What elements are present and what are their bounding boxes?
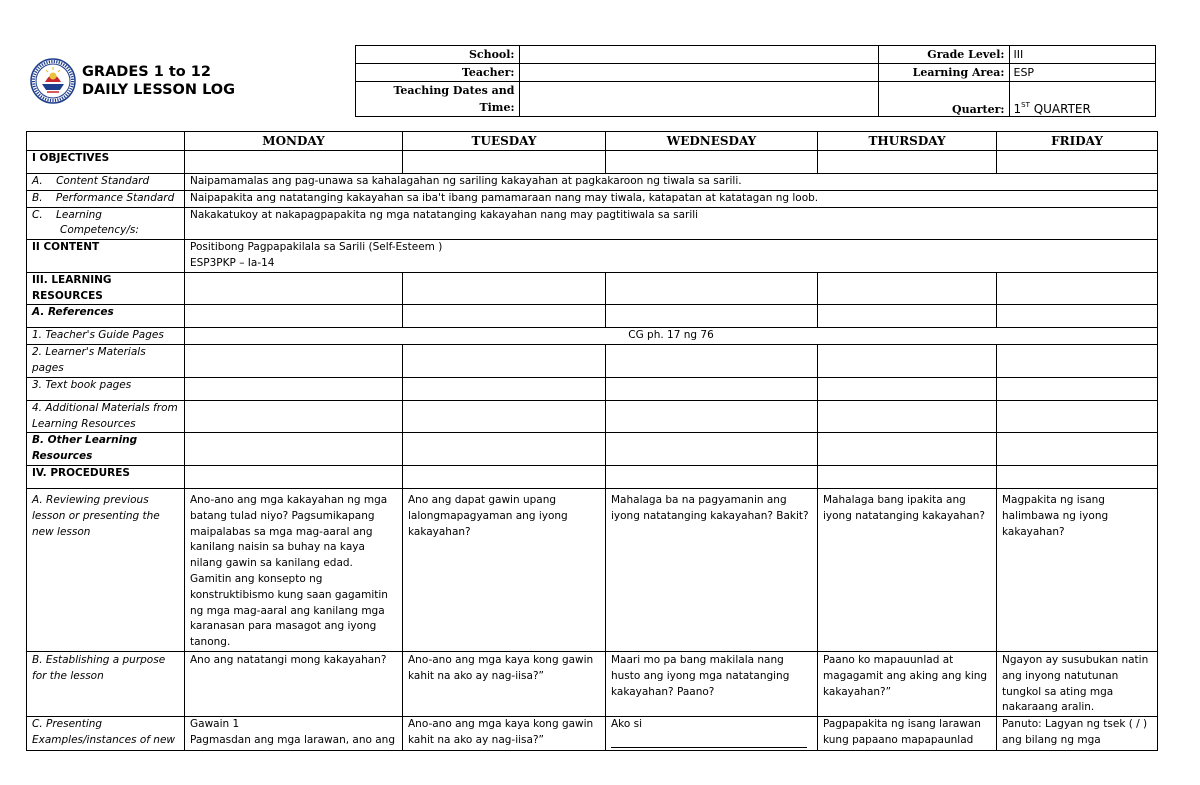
procedures-thursday[interactable] [818, 465, 997, 488]
references-thursday[interactable] [818, 305, 997, 328]
performance-standard-label: B. Performance Standard [27, 190, 185, 207]
objectives-thursday[interactable] [818, 151, 997, 174]
presenting-monday [185, 717, 403, 751]
textbook-monday[interactable] [185, 377, 403, 400]
lesson-log-table [26, 131, 1158, 751]
additional-wednesday[interactable] [606, 400, 818, 433]
quarter-suffix: ST [1021, 101, 1030, 109]
textbook-pages-label: 3. Text book pages [27, 377, 185, 400]
textbook-tuesday[interactable] [403, 377, 606, 400]
procedures-tuesday[interactable] [403, 465, 606, 488]
resources-tuesday[interactable] [403, 272, 606, 305]
reviewing-thursday: Mahalaga bang ipakita ang iyong natatanging kakayahan? [818, 488, 997, 651]
other-thursday[interactable] [818, 433, 997, 466]
quarter-text: QUARTER [1029, 102, 1091, 116]
name-blank-line[interactable] [611, 733, 807, 748]
resources-monday[interactable] [185, 272, 403, 305]
purpose-thursday: Paano ko mapauunlad at magagamit ang aking ang king kakayahan?” [818, 651, 997, 716]
tg-pages-label: 1. Teacher's Guide Pages [27, 328, 185, 345]
content-label: II CONTENT [27, 240, 185, 273]
reviewing-tuesday: Ano ang dapat gawin upang lalongmapagyaman ang iyong kakayahan? [403, 488, 606, 651]
teaching-dates-label: Teaching Dates and Time: [355, 82, 519, 117]
day-header-tuesday: TUESDAY [403, 132, 606, 151]
lm-tuesday[interactable] [403, 345, 606, 378]
content-standard-value: Naipamamalas ang pag-unawa sa kahalagahan ng sariling kakayahan at pagkakaroon ng tiwala sa sarili. [185, 174, 1158, 191]
lm-monday[interactable] [185, 345, 403, 378]
resources-thursday[interactable] [818, 272, 997, 305]
lm-pages-label: 2. Learner's Materials pages [27, 345, 185, 378]
tg-pages-value: CG ph. 17 ng 76 [185, 328, 1158, 345]
lm-wednesday[interactable] [606, 345, 818, 378]
objectives-monday[interactable] [185, 151, 403, 174]
additional-monday[interactable] [185, 400, 403, 433]
references-friday[interactable] [997, 305, 1158, 328]
reviewing-monday: Ano-ano ang mga kakayahan ng mga batang tulad niyo? Pagsumikapang maipalabas sa mga mag-aaral ang kanilang naisin sa buhay na kaya nilang gawin sa kanilang edad. Gamitin ang konsepto ng konstruktibismo kung saan gagamitin ng mga mag-aaral ang kanilang mga karanasan para masagot ang iyong tanong. [185, 488, 403, 651]
title-line2: DAILY LESSON LOG [82, 82, 236, 98]
corner-cell [27, 132, 185, 151]
purpose-wednesday: Maari mo pa bang makilala nang husto ang iyong mga natatanging kakayahan? Paano? [606, 651, 818, 716]
deped-seal-icon [30, 58, 76, 104]
resources-friday[interactable] [997, 272, 1158, 305]
day-header-thursday: THURSDAY [818, 132, 997, 151]
textbook-friday[interactable] [997, 377, 1158, 400]
learning-competency-value: Nakakatukoy at nakapagpapakita ng mga natatanging kakayahan nang may pagtitiwala sa sarili [185, 207, 1158, 240]
purpose-label: B. Establishing a purpose for the lesson [27, 651, 185, 716]
content-standard-label: A. Content Standard [27, 174, 185, 191]
textbook-wednesday[interactable] [606, 377, 818, 400]
objectives-label: I OBJECTIVES [27, 151, 185, 174]
learning-competency-label-line1: C. Learning [32, 208, 102, 221]
presenting-tuesday: Ano-ano ang mga kaya kong gawin kahit na ako ay nag-iisa?” [403, 717, 606, 751]
additional-tuesday[interactable] [403, 400, 606, 433]
other-friday[interactable] [997, 433, 1158, 466]
presenting-monday-line2: Pagmasdan ang mga larawan, ano ang [190, 733, 396, 746]
content-code: ESP3PKP – Ia-14 [190, 256, 275, 269]
presenting-thursday: Pagpapakita ng isang larawan kung papaano mapapaunlad [818, 717, 997, 751]
learning-area-label: Learning Area: [878, 64, 1009, 82]
day-header-monday: MONDAY [185, 132, 403, 151]
lm-friday[interactable] [997, 345, 1158, 378]
grade-level-field[interactable]: III [1009, 46, 1155, 64]
day-header-wednesday: WEDNESDAY [606, 132, 818, 151]
header-brand [26, 46, 355, 117]
procedures-monday[interactable] [185, 465, 403, 488]
additional-friday[interactable] [997, 400, 1158, 433]
teacher-label: Teacher: [355, 64, 519, 82]
quarter-label: Quarter: [878, 82, 1009, 117]
reviewing-wednesday: Mahalaga ba na pagyamanin ang iyong natatanging kakayahan? Bakit? [606, 488, 818, 651]
purpose-tuesday: Ano-ano ang mga kaya kong gawin kahit na ako ay nag-iisa?” [403, 651, 606, 716]
other-resources-label: B. Other Learning Resources [27, 433, 185, 466]
procedures-wednesday[interactable] [606, 465, 818, 488]
content-value [185, 240, 1158, 273]
quarter-number: 1 [1013, 102, 1022, 116]
learning-competency-label-line2: Competency/s: [60, 224, 139, 237]
reviewing-label: A. Reviewing previous lesson or presenting the new lesson [27, 488, 185, 651]
presenting-friday: Panuto: Lagyan ng tsek ( / ) ang bilang ng mga [997, 717, 1158, 751]
learning-area-field[interactable]: ESP [1009, 64, 1155, 82]
resources-wednesday[interactable] [606, 272, 818, 305]
school-label: School: [355, 46, 519, 64]
learning-competency-label [27, 207, 185, 240]
lm-thursday[interactable] [818, 345, 997, 378]
additional-thursday[interactable] [818, 400, 997, 433]
title-line1: GRADES 1 to 12 [82, 64, 211, 80]
presenting-monday-line1: Gawain 1 [190, 718, 240, 731]
other-monday[interactable] [185, 433, 403, 466]
procedures-friday[interactable] [997, 465, 1158, 488]
other-tuesday[interactable] [403, 433, 606, 466]
references-tuesday[interactable] [403, 305, 606, 328]
presenting-label: C. Presenting Examples/instances of new [27, 717, 185, 751]
additional-materials-label: 4. Additional Materials from Learning Resources [27, 400, 185, 433]
purpose-monday: Ano ang natatangi mong kakayahan? [185, 651, 403, 716]
performance-standard-value: Naipapakita ang natatanging kakayahan sa iba't ibang pamamaraan nang may tiwala, katapatan at katatagan ng loob. [185, 190, 1158, 207]
references-wednesday[interactable] [606, 305, 818, 328]
school-field[interactable] [519, 46, 878, 64]
other-wednesday[interactable] [606, 433, 818, 466]
purpose-friday: Ngayon ay susubukan natin ang inyong natutunan tungkol sa ating mga nakaraang aralin. [997, 651, 1158, 716]
presenting-wednesday-text: Ako si [611, 718, 643, 731]
quarter-field[interactable] [1009, 82, 1155, 117]
header-table [26, 45, 1156, 117]
references-label: A. References [27, 305, 185, 328]
procedures-label: IV. PROCEDURES [27, 465, 185, 488]
learning-resources-label: III. LEARNING RESOURCES [27, 272, 185, 305]
teaching-dates-field[interactable] [519, 82, 878, 117]
reviewing-friday: Magpakita ng isang halimbawa ng iyong kakayahan? [997, 488, 1158, 651]
objectives-wednesday[interactable] [606, 151, 818, 174]
textbook-thursday[interactable] [818, 377, 997, 400]
grade-level-label: Grade Level: [878, 46, 1009, 64]
objectives-friday[interactable] [997, 151, 1158, 174]
day-header-friday: FRIDAY [997, 132, 1158, 151]
presenting-wednesday [606, 717, 818, 751]
references-monday[interactable] [185, 305, 403, 328]
objectives-tuesday[interactable] [403, 151, 606, 174]
content-topic: Positibong Pagpapakilala sa Sarili (Self-Esteem ) [190, 241, 443, 254]
teacher-field[interactable] [519, 64, 878, 82]
